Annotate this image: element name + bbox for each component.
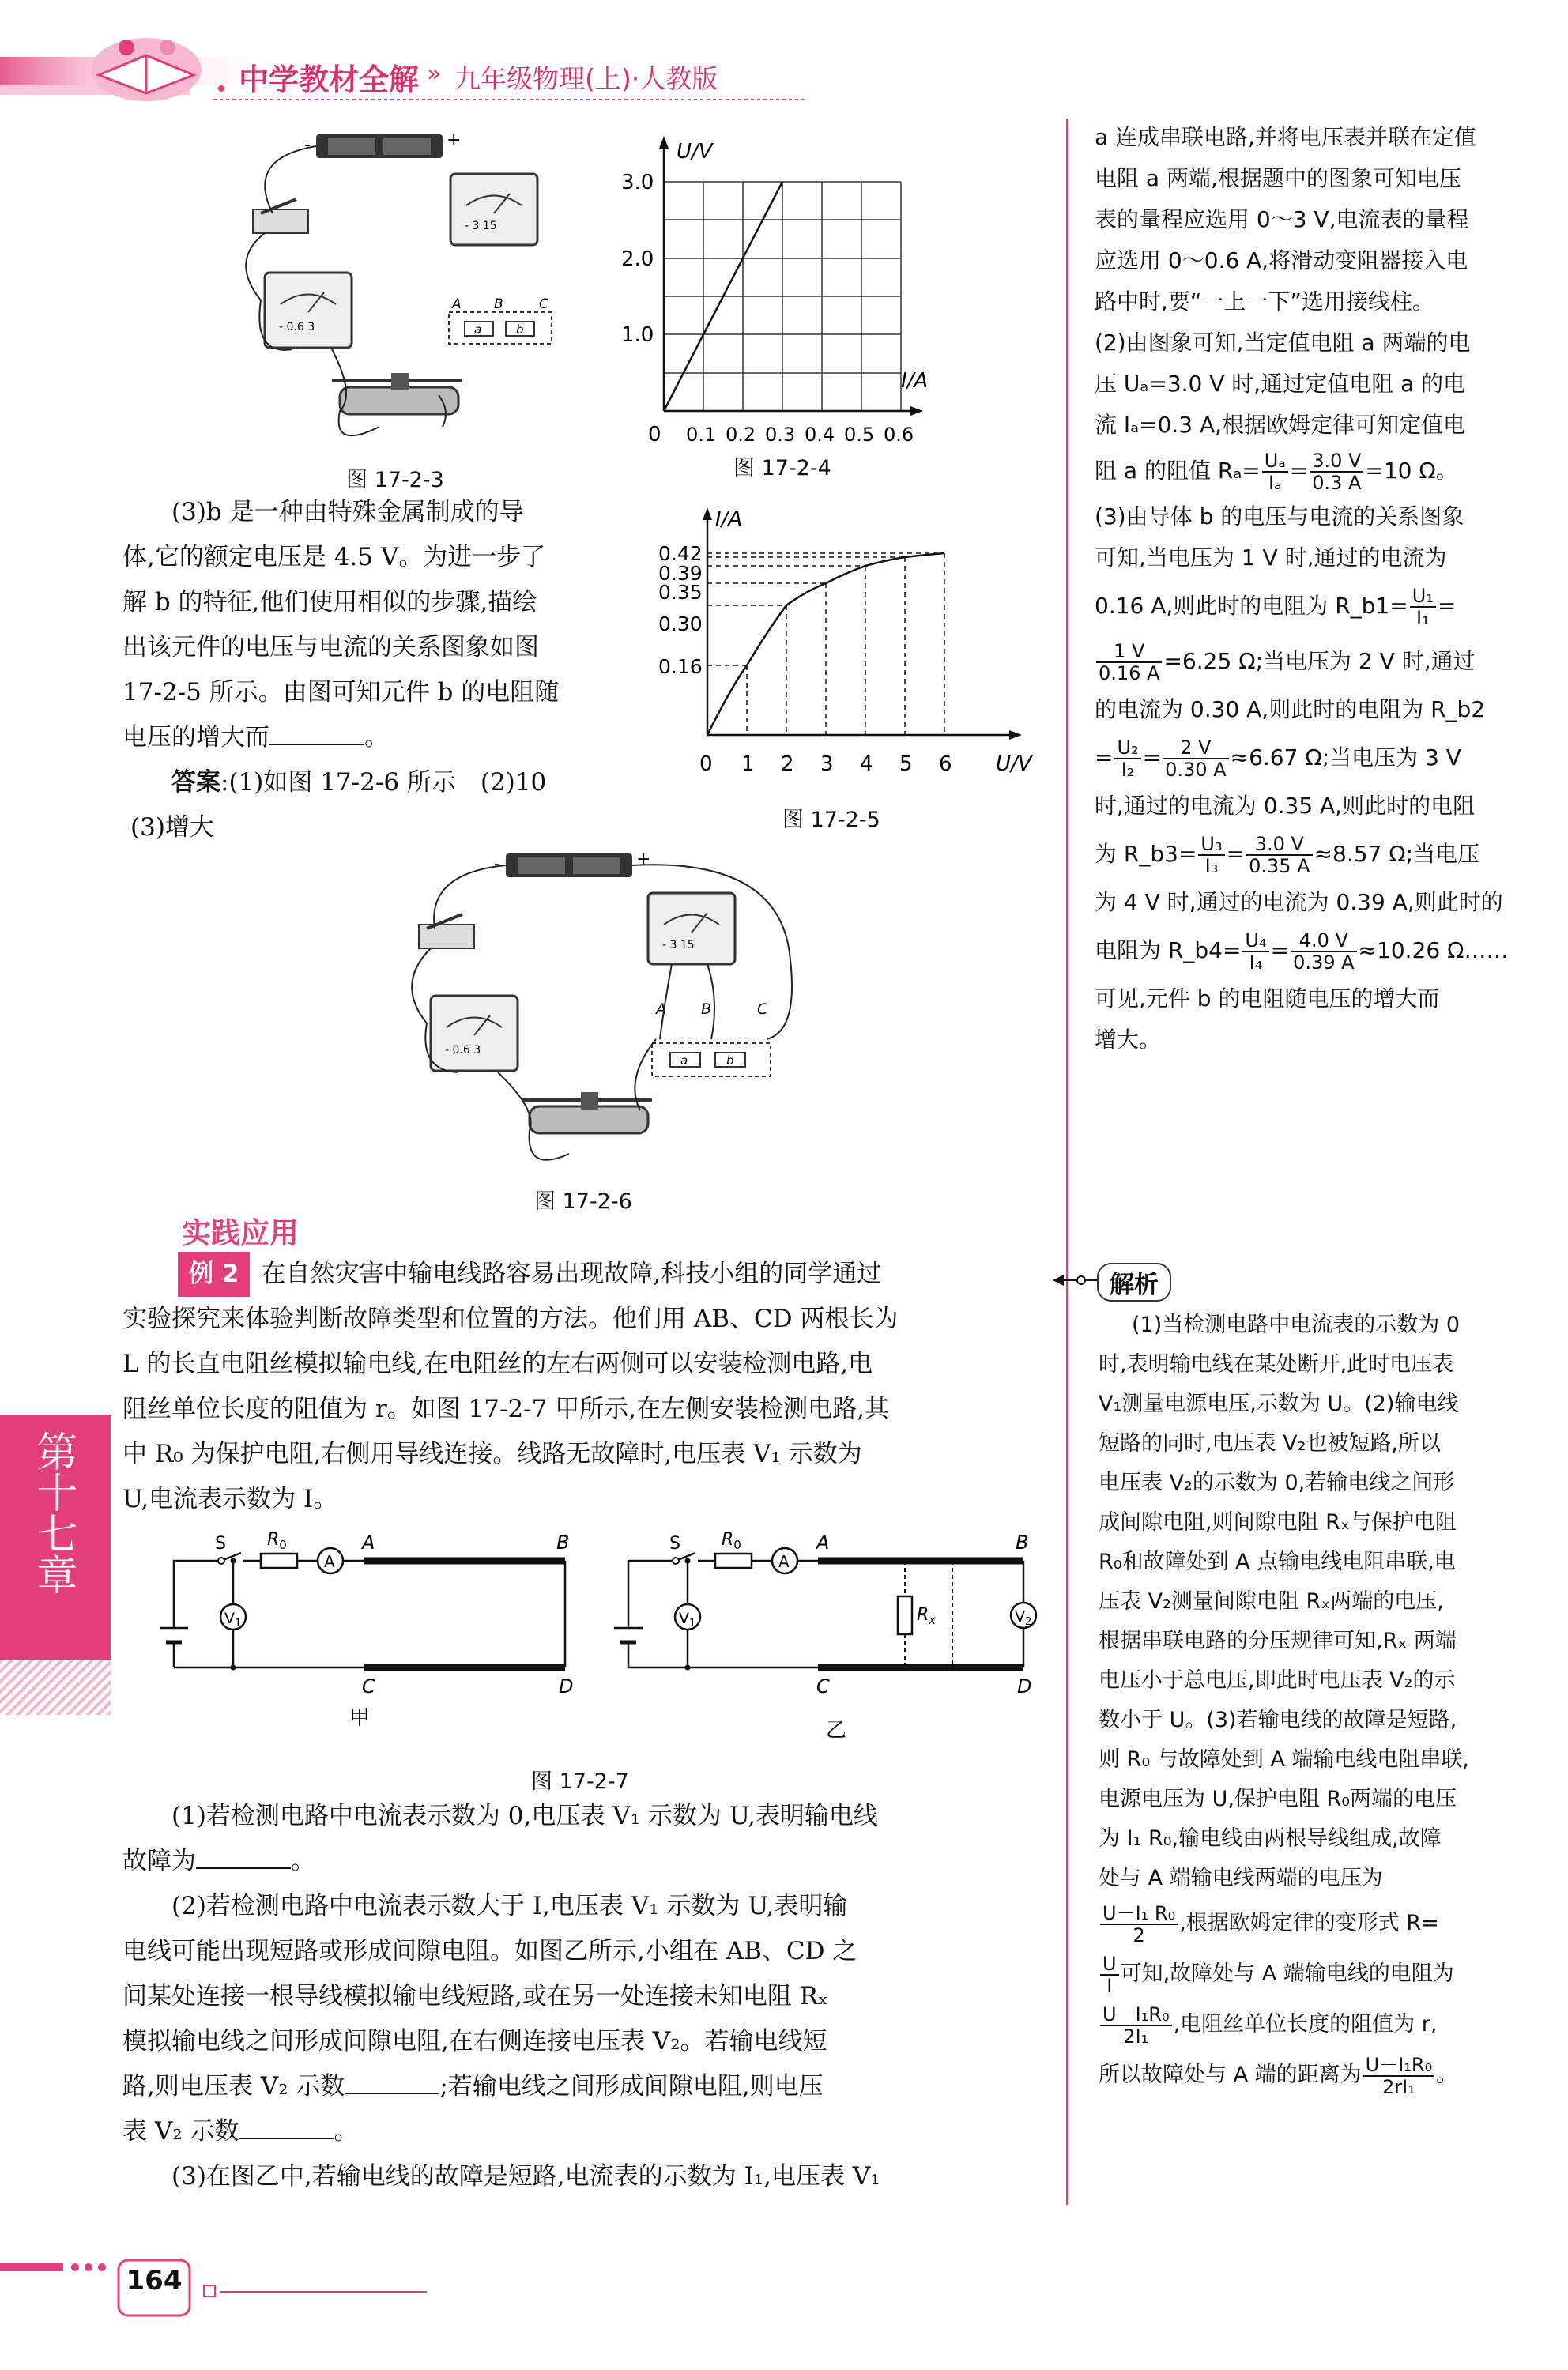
ammeter-icon (431, 996, 518, 1071)
sub-question-line: 电线可能出现短路或形成间隙电阻。如图乙所示,小组在 AB、CD 之 (122, 1937, 858, 1965)
figure-17-2-6 (387, 842, 814, 1181)
resistor-a-label: a (474, 322, 482, 337)
resistor-b-label: b (726, 1053, 734, 1068)
sub-question-line: (3)在图乙中,若输电线的故障是短路,电流表的示数为 I₁,电压表 V₁ (172, 2162, 880, 2191)
jia-label: 甲 (349, 1706, 371, 1730)
rheostat-icon (332, 373, 462, 414)
y-tick: 0.39 (658, 562, 703, 585)
terminal-A-label: A (656, 1000, 666, 1018)
point-B-label: B (1016, 1532, 1029, 1554)
solution-continued (1095, 117, 1553, 1061)
y-tick: 0.16 (658, 655, 703, 678)
answer-blank (345, 2069, 439, 2094)
solution-line: 为 R_b3= $\frac{\text{U₃}}{\text{I₃}}$ = $\frac{3.0 V}{0.35 A}$ ≈8.57 Ω;当电压 (1095, 833, 1480, 877)
answer-label: 答案 (172, 768, 220, 797)
chapter-label: 第十七章 (29, 1430, 77, 1595)
resistor-r0-icon (715, 1554, 752, 1568)
ammeter-scale: - 0.6 3 (445, 1044, 481, 1057)
answer-blank (196, 1844, 291, 1869)
analysis-line: 电源电压为 U,保护电阻 R₀两端的电压 (1099, 1787, 1457, 1811)
x-tick: 0.6 (884, 424, 914, 446)
ammeter-icon (265, 273, 352, 348)
y-axis-arrow-icon (703, 507, 712, 520)
analysis-line: 所以故障处与 A 端的距离为 $\frac{\text{U－I₁R₀}}{\text{2rI₁}}$ 。 (1099, 2053, 1458, 2098)
x-tick: 0.4 (805, 424, 835, 446)
switch-label: S (669, 1534, 680, 1554)
terminal-B-label: B (494, 296, 503, 312)
sub-question-line: 路,则电压表 V₂ 示数 ;若输电线之间形成间隙电阻,则电压 (122, 2064, 1055, 2109)
x-axis-label: I/A (901, 369, 929, 393)
terminal-C-label: C (757, 1000, 768, 1018)
page-number: 164 (126, 2265, 183, 2297)
analysis-line: 时,表明输电线在某处断开,此时电压表 (1099, 1352, 1454, 1377)
answer-blank (270, 720, 364, 745)
point-A-label: A (816, 1532, 830, 1554)
terminal-B-label: B (701, 1000, 712, 1018)
y-tick: 0.30 (658, 612, 703, 635)
solution-line: 压 Uₐ=3.0 V 时,通过定值电阻 a 的电 (1095, 371, 1466, 397)
analysis-line: $\frac{\text{U－I₁ R₀}}{2}$ ,根据欧姆定律的变形式 R= (1099, 1898, 1557, 1949)
x-tick: 0.1 (686, 424, 717, 446)
analysis-block (1099, 1306, 1557, 2101)
chapter-side-tab (0, 1415, 111, 1660)
analysis-label-box (1097, 1263, 1171, 1302)
header (0, 0, 1568, 119)
solution-line: 阻 a 的阻值 Rₐ= $\frac{\text{Uₐ}}{\text{Iₐ}}$ = $\frac{3.0 V}{0.3 A}$ =10 Ω。 (1095, 450, 1458, 494)
x-tick: 0.2 (726, 424, 756, 446)
solution-line: (2)由图象可知,当定值电阻 a 两端的电 (1095, 330, 1471, 356)
analysis-line: $\frac{U}{I}$ 可知,故障处与 A 端输电线的电阻为 (1099, 1949, 1557, 1999)
v2-label: $V_2$ (1015, 1608, 1032, 1628)
y-axis-label: I/A (715, 507, 743, 531)
x-tick: 0.3 (765, 424, 796, 446)
analysis-line: 数小于 U。(3)若输电线的故障是短路, (1099, 1708, 1457, 1732)
switch-label: S (215, 1534, 226, 1554)
yi-label: 乙 (826, 1719, 847, 1743)
r0-label: $R_0$ (722, 1530, 741, 1552)
x-tick: 5 (899, 752, 913, 776)
point-C-label: C (816, 1675, 830, 1697)
solution-line: 流 Iₐ=0.3 A,根据欧姆定律可知定值电 (1095, 412, 1466, 438)
origin-label: 0 (648, 423, 662, 446)
sub-question-line: 表 V₂ 示数 。 (122, 2109, 1055, 2154)
solution-line: 可见,元件 b 的电阻随电压的增大而 (1095, 985, 1440, 1012)
y-axis-arrow-icon (659, 136, 669, 149)
rheostat-icon (522, 1092, 652, 1133)
sub-question-line: 间某处连接一根导线模拟输电线短路,或在另一处连接未知电阻 Rₓ (122, 1982, 829, 2010)
x-axis-arrow-icon (1009, 730, 1022, 740)
sub-questions-block (122, 1794, 1055, 2199)
figure-17-2-4-caption: 图 17-2-4 (733, 456, 831, 480)
solution-line: 的电流为 0.30 A,则此时的电阻为 R_b2 (1095, 696, 1486, 722)
example-line: 阻丝单位长度的阻值为 r。如图 17-2-7 甲所示,在左侧安装检测电路,其 (122, 1395, 889, 1423)
solution-line: $\frac{1 V}{0.16 A}$ =6.25 Ω;当电压为 2 V 时,通过 (1095, 634, 1553, 689)
v1-label: $V_1$ (679, 1610, 696, 1630)
point-B-label: B (556, 1532, 570, 1554)
resistor-b-label: b (516, 322, 524, 337)
x-tick: 0.5 (844, 424, 875, 446)
q3-line: 解 b 的特征,他们使用相似的步骤,描绘 (122, 588, 537, 616)
analysis-line: $\frac{\text{U－I₁R₀}}{\text{2I₁}}$ ,电阻丝单位长度的阻值为 r, (1099, 1999, 1557, 2050)
column-divider (1066, 119, 1068, 2205)
solution-line: 电阻 a 两端,根据题中的图象可知电压 (1095, 165, 1461, 191)
q3-line: 体,它的额定电压是 4.5 V。为进一步了 (122, 543, 546, 571)
rx-label: $R_x$ (917, 1605, 937, 1627)
header-decoration (0, 0, 1568, 119)
q3-line: (3)b 是一种由特殊金属制成的导 (172, 498, 524, 526)
example-line: 中 R₀ 为保护电阻,右侧用导线连接。线路无故障时,电压表 V₁ 示数为 (122, 1440, 862, 1468)
figure-17-2-3 (198, 126, 609, 458)
figure-17-2-7-jia (142, 1525, 585, 1731)
ab-resistor-board (449, 296, 552, 344)
y-tick: 1.0 (621, 323, 654, 347)
battery-plus: + (447, 130, 462, 150)
analysis-line: R₀和故障处到 A 点输电线电阻串联,电 (1099, 1550, 1456, 1574)
q3-line: 电压的增大而 。 (122, 715, 644, 760)
point-D-label: D (559, 1675, 574, 1697)
figure-17-2-7-yi (597, 1525, 1055, 1746)
x-axis-arrow-icon (910, 406, 923, 416)
sub-question-line: (1)若检测电路中电流表示数为 0,电压表 V₁ 示数为 U,表明输电线 (172, 1802, 878, 1830)
analysis-line: 根据串联电路的分压规律可知,Rₓ 两端 (1099, 1629, 1457, 1653)
x-tick: 1 (741, 752, 755, 776)
x-tick: 4 (860, 752, 873, 776)
figure-17-2-6-caption: 图 17-2-6 (534, 1189, 632, 1214)
section-title: 实践应用 (182, 1216, 299, 1250)
solution-line: a 连成串联电路,并将电压表并联在定值 (1095, 124, 1476, 150)
solution-line: 为 4 V 时,通过的电流为 0.39 A,则此时的 (1095, 889, 1503, 915)
solution-line: 增大。 (1095, 1027, 1162, 1053)
voltmeter-icon (450, 174, 537, 245)
example-line: 在自然灾害中输电线路容易出现故障,科技小组的同学通过 (261, 1260, 882, 1288)
y-tick: 2.0 (621, 247, 654, 271)
solution-line: 电阻为 R_b4= $\frac{\text{U₄}}{\text{I₄}}$ = $\frac{4.0 V}{0.39 A}$ ≈10.26 Ω…… (1095, 929, 1509, 974)
x-tick: 6 (939, 752, 952, 776)
ammeter-scale: - 0.6 3 (279, 321, 315, 333)
analysis-line: 则 R₀ 与故障处到 A 端输电线电阻串联, (1099, 1747, 1469, 1772)
solution-line: 可知,当电压为 1 V 时,通过的电流为 (1095, 544, 1447, 571)
sub-question-line: 故障为 。 (122, 1839, 1055, 1884)
book-title: 中学教材全解 (239, 62, 420, 97)
answer-line-2: (3)增大 (130, 813, 214, 842)
sub-question-line: (2)若检测电路中电流表示数大于 I,电压表 V₁ 示数为 U,表明输 (172, 1892, 848, 1920)
solution-line: = $\frac{\text{U₂}}{\text{I₂}}$ = $\frac{2 V}{0.30 A}$ ≈6.67 Ω;当电压为 3 V (1095, 737, 1461, 781)
book-subtitle: 九年级物理(上)·人教版 (454, 63, 718, 94)
voltmeter-icon (648, 893, 735, 964)
q3-line: 出该元件的电压与电流的关系图象如图 (122, 633, 539, 661)
point-C-label: C (362, 1675, 375, 1697)
solution-line: 时,通过的电流为 0.35 A,则此时的电阻 (1095, 793, 1476, 819)
point-A-label: A (362, 1532, 375, 1554)
question-3-block (122, 490, 644, 850)
q3-line: 17-2-5 所示。由图可知元件 b 的电阻随 (122, 678, 560, 706)
y-axis-label: U/V (677, 140, 713, 164)
analysis-line: 处与 A 端输电线两端的电压为 (1099, 1866, 1383, 1890)
ammeter-label: A (778, 1552, 790, 1571)
ammeter-label: A (324, 1552, 335, 1571)
y-tick: 3.0 (621, 171, 654, 194)
y-tick: 0.35 (658, 581, 703, 604)
origin-label: 0 (699, 752, 713, 776)
resistor-a-label: a (680, 1053, 688, 1068)
analysis-line: 电压表 V₂的示数为 0,若输电线之间形 (1099, 1471, 1455, 1495)
figure-17-2-3-caption: 图 17-2-3 (346, 468, 444, 492)
figure-17-2-5-caption: 图 17-2-5 (782, 808, 880, 832)
example-line: L 的长直电阻丝模拟输电线,在电阻丝的左右两侧可以安装检测电路,电 (122, 1350, 873, 1378)
footer-decoration (0, 2236, 474, 2323)
solution-line: 表的量程应选用 0～3 V,电流表的量程 (1095, 206, 1469, 232)
terminal-A-label: A (452, 296, 462, 312)
switch-icon (419, 914, 474, 948)
battery-icon (506, 853, 632, 877)
example-2-block (122, 1252, 1055, 1522)
voltmeter-scale: - 3 15 (465, 220, 497, 232)
solution-line: 0.16 A,则此时的电阻为 R_b1= $\frac{\text{U₁}}{\text{I₁}}$ = (1095, 585, 1457, 629)
r0-label: $R_0$ (267, 1530, 287, 1552)
analysis-line: 为 I₁ R₀,输电线由两根导线组成,故障 (1099, 1826, 1442, 1851)
sub-question-line: 模拟输电线之间形成间隙电阻,在右侧连接电压表 V₂。若输电线短 (122, 2027, 827, 2055)
solution-line: 路中时,要“一上一下”选用接线柱。 (1095, 288, 1434, 315)
answer-blank (239, 2114, 334, 2139)
analysis-line: 成间隙电阻,则间隙电阻 Rₓ与保护电阻 (1099, 1510, 1457, 1535)
analysis-line: 电压小于总电压,即此时电压表 V₂的示 (1099, 1668, 1456, 1693)
graph-17-2-5 (644, 498, 1055, 798)
battery-minus: - (304, 135, 311, 155)
figure-17-2-7-caption: 图 17-2-7 (531, 1769, 629, 1794)
y-tick: 0.42 (658, 542, 703, 565)
graph-17-2-4 (609, 126, 929, 446)
analysis-line: (1)当检测电路中电流表的示数为 0 (1132, 1313, 1461, 1337)
resistor-rx-icon (898, 1596, 912, 1634)
example-line: 实验探究来体验判断故障类型和位置的方法。他们用 AB、CD 两根长为 (122, 1305, 899, 1333)
book-logo-icon (91, 38, 202, 101)
analysis-label: 解析 (1097, 1263, 1171, 1302)
analysis-pointer-icon (1051, 1268, 1099, 1292)
x-tick: 2 (781, 752, 794, 776)
battery-plus: + (636, 850, 651, 869)
analysis-line: 短路的同时,电压表 V₂也被短路,所以 (1099, 1431, 1442, 1456)
answer-line: 答案:(1)如图 17-2-6 所示 (2)10 (172, 768, 547, 797)
double-chevron-icon: » (427, 60, 442, 88)
battery-icon (316, 134, 443, 158)
point-D-label: D (1017, 1675, 1032, 1697)
switch-icon (253, 199, 308, 233)
side-tab-stripes (0, 1660, 111, 1715)
v1-label: $V_1$ (224, 1610, 242, 1630)
voltmeter-scale: - 3 15 (662, 939, 695, 951)
example-tag: 例 2 (178, 1252, 250, 1297)
analysis-line: 压表 V₂测量间隙电阻 Rₓ两端的电压, (1099, 1589, 1444, 1614)
example-line: U,电流表示数为 I。 (122, 1485, 338, 1513)
solution-line: (3)由导体 b 的电压与电流的关系图象 (1095, 503, 1464, 529)
analysis-line: V₁测量电源电压,示数为 U。(2)输电线 (1099, 1392, 1459, 1416)
battery-minus: - (494, 854, 500, 874)
x-axis-label: U/V (996, 752, 1032, 776)
solution-line: 应选用 0～0.6 A,将滑动变阻器接入电 (1095, 247, 1468, 273)
x-tick: 3 (820, 752, 834, 776)
terminal-C-label: C (539, 296, 548, 312)
resistor-r0-icon (261, 1554, 297, 1568)
